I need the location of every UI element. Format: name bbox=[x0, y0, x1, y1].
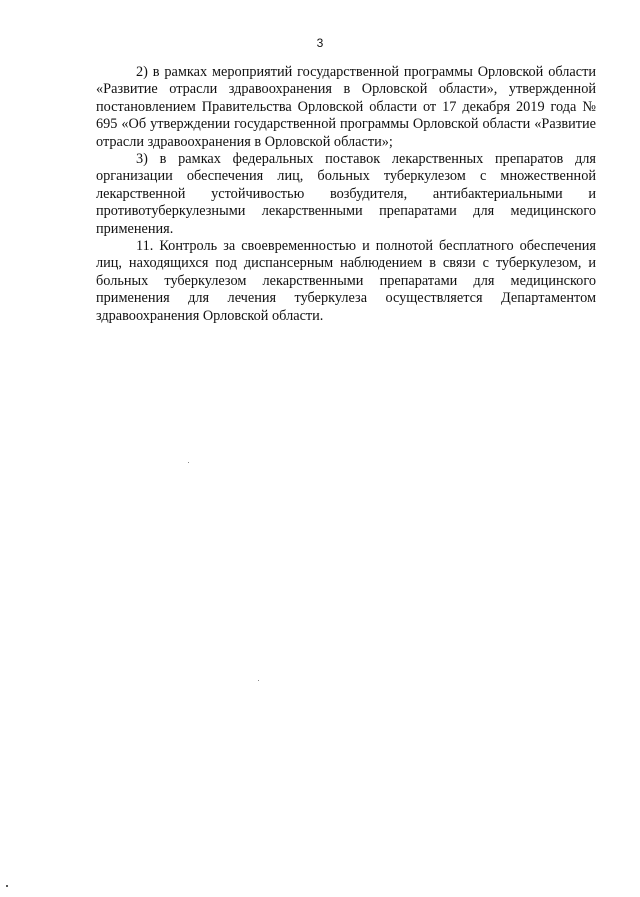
scan-speck bbox=[6, 885, 8, 887]
scan-speck bbox=[188, 462, 189, 463]
scan-speck bbox=[258, 680, 259, 681]
paragraph-clause-11: 11. Контроль за своевременностью и полнотой бесплатного обеспечения лиц, находящихся под диспансерным наблюдением в связи с туберкулезом, и больных туберкулезом лекарственными препаратами для медицинского применения для лечения туберкулеза осуществляется Департаментом здравоохранения Орловской области. bbox=[96, 238, 596, 324]
paragraph-item-2: 2) в рамках мероприятий государственной программы Орловской области «Развитие отрасли здравоохранения в Орловской области», утвержденной постановлением Правительства Орловской области от 17 декабря 2019 года № 695 «Об утверждении государственной программы Орловской области «Развитие отрасли здравоохранения в Орловской области»; bbox=[96, 64, 596, 150]
document-body bbox=[96, 64, 596, 325]
paragraph-item-3: 3) в рамках федеральных поставок лекарственных препаратов для организации обеспечения лиц, больных туберкулезом с множественной лекарственной устойчивостью возбудителя, антибактериальными и противотуберкулезными лекарственными препаратами для медицинского применения. bbox=[96, 151, 596, 237]
page-number: 3 bbox=[316, 36, 324, 50]
